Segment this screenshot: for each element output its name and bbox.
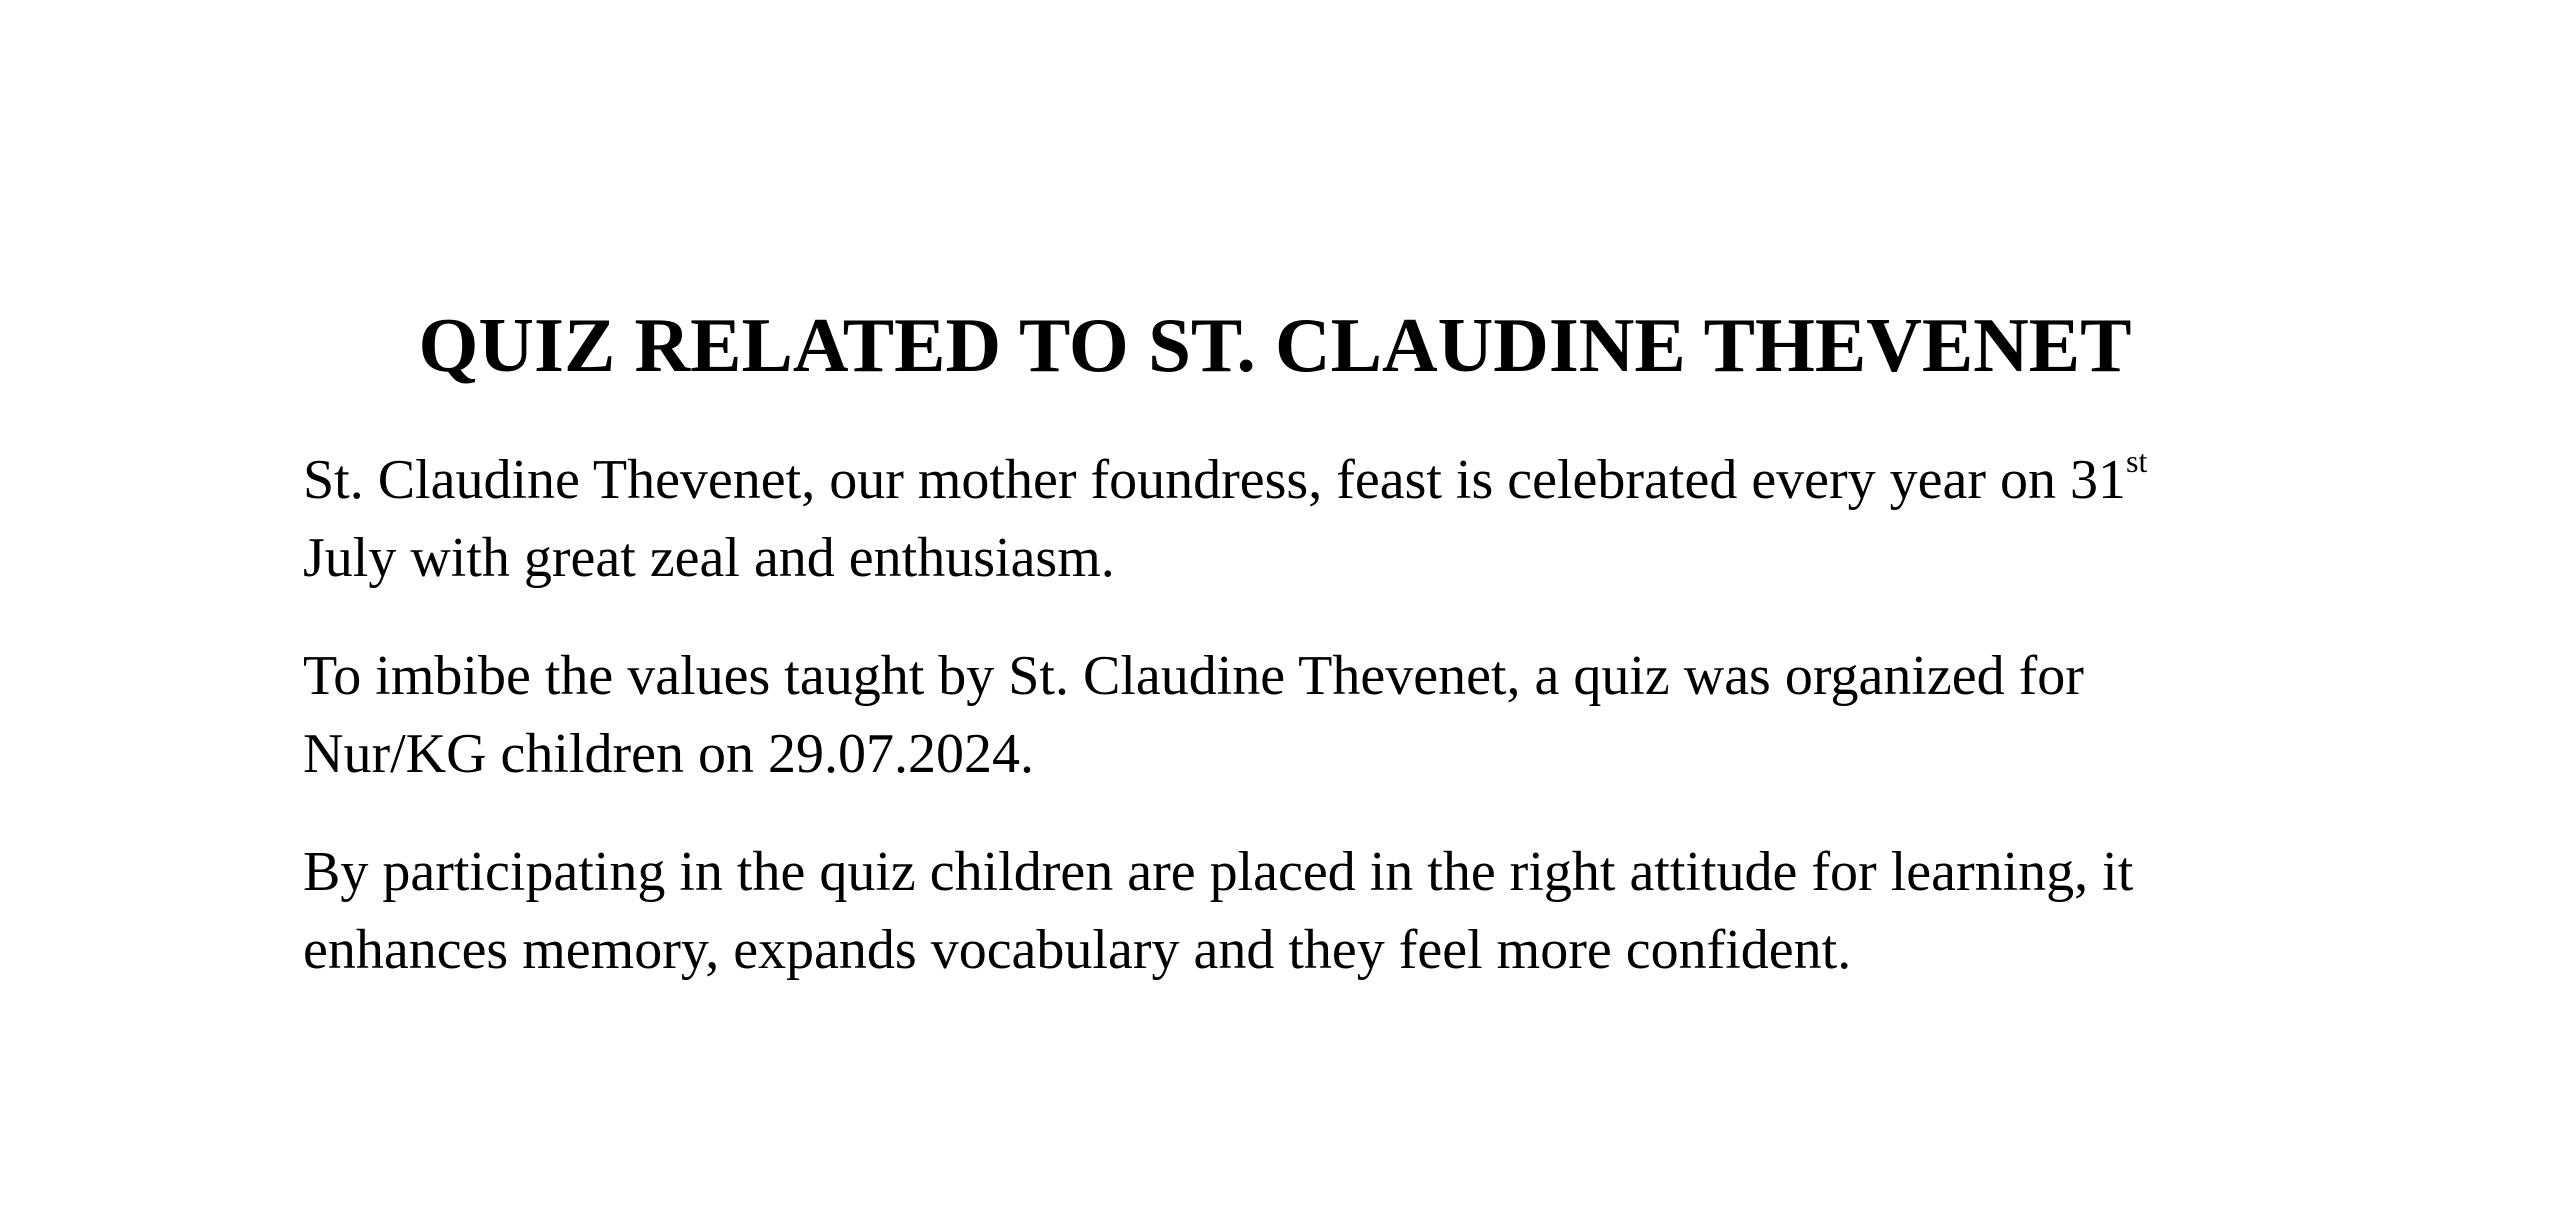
paragraph-line: enhances memory, expands vocabulary and they feel more confident. (303, 919, 1852, 981)
paragraph-line: Nur/KG children on 29.07.2024. (303, 723, 1035, 785)
paragraph-line (303, 441, 2303, 519)
paragraph-line: July with great zeal and enthusiasm. (303, 527, 1115, 589)
paragraph-benefits (303, 833, 2303, 989)
paragraph-line: To imbibe the values taught by St. Claudine Thevenet, a quiz was organized for (303, 645, 2084, 707)
document-title: QUIZ RELATED TO ST. CLAUDINE THEVENET (418, 302, 2132, 388)
paragraph-line: By participating in the quiz children are placed in the right attitude for learning, it (303, 841, 2134, 903)
document-body (303, 441, 2303, 1029)
paragraph-text: St. Claudine Thevenet, our mother foundress, feast is celebrated every year on 31 (303, 449, 2127, 511)
paragraph-feast (303, 441, 2303, 597)
paragraph-quiz (303, 637, 2303, 793)
ordinal-superscript: st (2126, 443, 2148, 479)
